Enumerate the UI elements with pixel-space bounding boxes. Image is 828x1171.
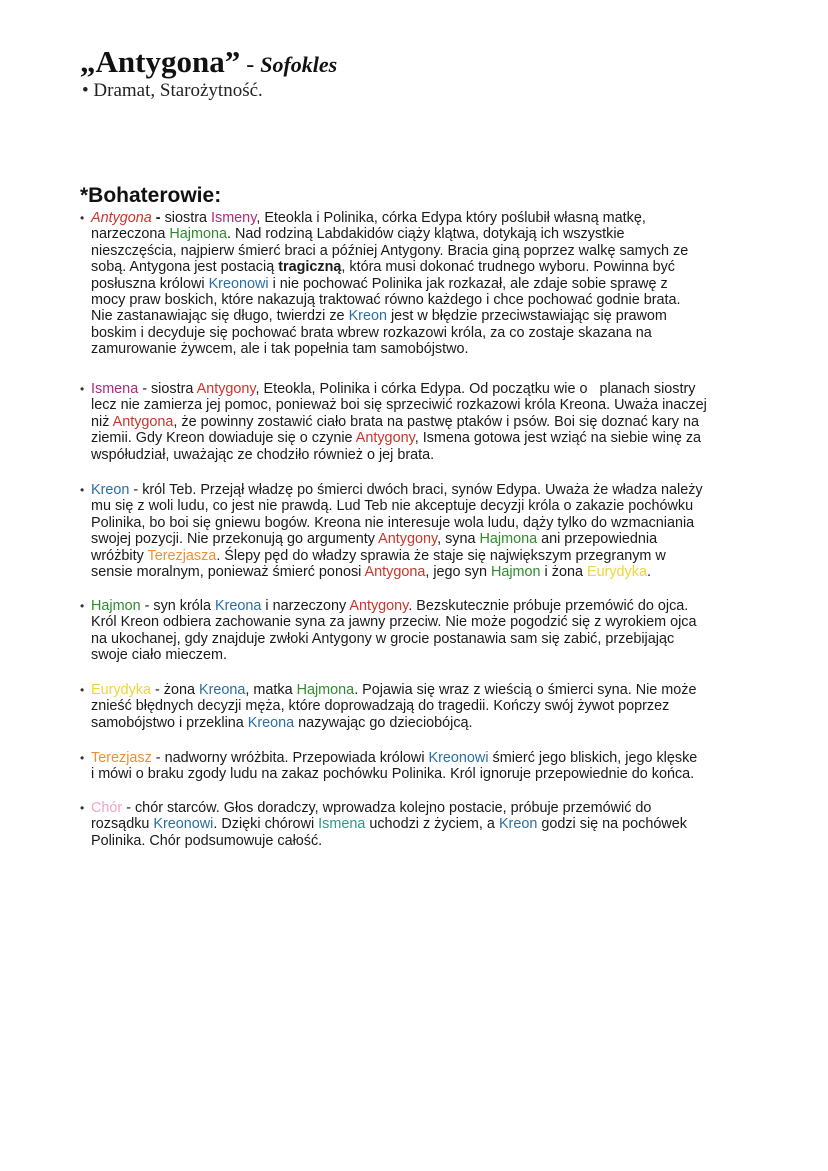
- text-segment: , Eteokla, Polinika i córka Edypa. Od początku wie o planach siostry: [255, 381, 696, 397]
- text-segment: posłuszna królowi: [91, 275, 209, 292]
- text-segment: .: [646, 564, 651, 581]
- text-segment: współudział, uważając ze chodziło również o jej brata.: [91, 446, 435, 463]
- character-name: Kreona: [247, 714, 295, 731]
- text-segment: uchodzi z życiem, a: [365, 816, 499, 833]
- character-name: Antygony: [355, 430, 415, 447]
- bullet-icon: •: [80, 801, 85, 815]
- title-dash: -: [246, 52, 255, 78]
- text-segment: . Pojawia się wraz z wieścią o śmierci syna. Nie może: [354, 682, 697, 698]
- text-segment: . Nad rodziną Labdakidów ciąży klątwa, dotykają ich wszystkie: [227, 226, 625, 243]
- character-item: [80, 800, 687, 849]
- character-name: Eurydyka: [586, 564, 647, 581]
- character-name: Ismena: [91, 381, 139, 397]
- text-line: [91, 308, 688, 324]
- text-line: [91, 276, 688, 292]
- text-line: [91, 515, 703, 531]
- text-line: [91, 682, 696, 698]
- text-line: [91, 381, 707, 397]
- text-line: [91, 766, 697, 782]
- text-line: [91, 210, 688, 226]
- character-name: Kreon: [348, 308, 387, 325]
- character-name: Kreonowi: [153, 816, 214, 833]
- character-name: Antygony: [349, 598, 409, 614]
- text-line: [91, 243, 688, 259]
- character-item: [80, 381, 707, 463]
- character-name: Kreon: [91, 482, 130, 498]
- text-segment: - żona: [151, 682, 199, 698]
- author: Sofokles: [260, 52, 338, 77]
- character-name: Ismeny: [211, 210, 257, 226]
- text-segment: rozsądku: [91, 816, 154, 833]
- text-segment: i żona: [540, 564, 587, 581]
- title-text: „Antygona”: [80, 44, 241, 79]
- text-segment: - chór starców. Głos doradczy, wprowadza kolejno postacie, próbuje przemówić do: [122, 800, 652, 816]
- text-line: [91, 292, 688, 308]
- text-segment: i mówi o braku zgody ludu na zakaz pochówku Polinika. Król ignoruje przepowiednie do końca.: [91, 766, 695, 783]
- character-name: Kreona: [199, 682, 246, 698]
- character-name: Hajmon: [490, 564, 541, 581]
- character-name: Antygona: [91, 210, 152, 226]
- bullet-icon: •: [80, 751, 85, 765]
- text-segment: , jego syn: [425, 564, 491, 581]
- text-segment: boskim i decyduje się pochować brata wbrew rozkazowi króla, za co zostaje skazana na: [91, 324, 652, 341]
- character-item: [80, 210, 688, 358]
- character-item: [80, 482, 703, 580]
- text-segment: sobą. Antygona jest postacią: [91, 259, 279, 276]
- text-line: [91, 226, 688, 242]
- text-segment: i nie pochować Polinika jak rozkazał, ale zdaje sobie sprawę z: [268, 275, 668, 292]
- text-segment: , matka: [245, 682, 297, 698]
- text-segment: , że powinny zostawić ciało brata na pastwę ptaków i psów. Boi się doznać kary na: [173, 413, 699, 430]
- text-segment: mocy praw boskich, które nakazują traktować równo każdego i chce pochować godnie brata.: [91, 292, 681, 309]
- text-line: [91, 631, 697, 647]
- text-line: [91, 598, 697, 614]
- text-segment: Polinika, bo boi się gniewu bogów. Kreona nie interesuje wola ludu, dąży tylko do wzmacniania: [91, 514, 695, 531]
- text-line: [91, 498, 703, 514]
- text-segment: -: [151, 210, 165, 226]
- character-name: Ismena: [318, 816, 366, 833]
- character-name: Kreona: [214, 598, 262, 614]
- text-segment: . Dzięki chórowi: [213, 816, 319, 833]
- text-line: [91, 259, 688, 275]
- text-line: [91, 698, 696, 714]
- character-item: [80, 682, 696, 731]
- character-name: Hajmona: [169, 226, 227, 243]
- character-name: Eurydyka: [91, 682, 151, 698]
- text-segment: - syn króla: [140, 598, 215, 614]
- text-segment: znieść błędnych decyzji męża, które doprowadzają do tragedii. Kończy swój żywot poprzez: [91, 698, 670, 715]
- text-line: [91, 531, 703, 547]
- character-name: Kreonowi: [208, 275, 269, 292]
- text-segment: jest w błędzie przeciwstawiając się prawom: [386, 308, 667, 325]
- text-segment: Polinika. Chór podsumowuje całość.: [91, 832, 323, 849]
- text-line: [91, 397, 707, 413]
- section-heading: *Bohaterowie:: [80, 184, 222, 207]
- character-name: Antygony: [196, 381, 256, 397]
- character-name: Antygona: [112, 413, 174, 430]
- text-line: [91, 614, 697, 630]
- text-segment: swojej pozycji. Nie przekonują go argumenty: [91, 531, 379, 548]
- text-segment: wróżbity: [91, 547, 148, 564]
- character-name: Hajmona: [296, 682, 355, 698]
- text-line: [91, 816, 687, 832]
- text-segment: - król Teb. Przejął władzę po śmierci dwóch braci, synów Edypa. Uważa że władza należy: [129, 482, 703, 498]
- character-name: Chór: [91, 800, 123, 816]
- text-line: [91, 548, 703, 564]
- text-segment: . Bezskutecznie próbuje przemówić do ojca.: [408, 598, 689, 614]
- bullet-icon: •: [80, 382, 85, 396]
- character-name: Antygony: [378, 531, 438, 548]
- text-segment: swoje ciało mieczem.: [91, 647, 227, 664]
- text-segment: ani przepowiednia: [537, 531, 658, 548]
- text-segment: Nie zastanawiając się długo, twierdzi ze: [91, 308, 349, 325]
- bullet-icon: •: [80, 211, 85, 225]
- text-segment: zamurowanie żywcem, ale i tak popełnia tam samobójstwo.: [91, 341, 469, 358]
- character-name: Antygona: [364, 564, 426, 581]
- bullet-icon: •: [80, 683, 85, 697]
- text-segment: narzeczona: [91, 226, 170, 243]
- text-line: [91, 564, 703, 580]
- text-segment: Król Kreon odbiera zachowanie syna za jawny przeciw. Nie może pogodzić się z wyrokiem ojca: [91, 614, 697, 631]
- text-line: [91, 482, 703, 498]
- text-segment: . Ślepy pęd do władzy sprawia że staje się największym przegranym w: [216, 547, 666, 564]
- text-line: [91, 647, 697, 663]
- character-item: [80, 750, 697, 783]
- text-segment: , Ismena gotowa jest wziąć na siebie winę za: [414, 430, 702, 447]
- text-line: [91, 447, 707, 463]
- text-segment: , syna: [437, 531, 480, 548]
- text-segment: - siostra: [138, 381, 197, 397]
- text-line: [91, 414, 707, 430]
- text-segment: sensie moralnym, ponieważ śmierć ponosi: [91, 564, 365, 581]
- character-item: [80, 598, 697, 664]
- text-line: [91, 341, 688, 357]
- text-segment: lecz nie zamierza jej pomoc, ponieważ boi się sprzeciwić rozkazowi króla Kreona. Uważa inaczej: [91, 397, 707, 414]
- text-segment: samobójstwo i przeklina: [91, 714, 248, 731]
- text-segment: na ukochanej, gdy znajduje zwłoki Antygony w grocie postanawia sam się zabić, przebijając: [91, 630, 675, 647]
- text-line: [91, 800, 687, 816]
- text-segment: ziemii. Gdy Kreon dowiaduje się o czynie: [91, 430, 356, 447]
- text-segment: i narzeczony: [261, 598, 350, 614]
- text-segment: niż: [91, 413, 113, 430]
- text-line: [91, 715, 696, 731]
- text-segment: tragiczną: [278, 259, 342, 276]
- text-line: [91, 430, 707, 446]
- text-segment: siostra: [164, 210, 211, 226]
- document-title: [80, 44, 337, 80]
- character-name: Hajmon: [91, 598, 141, 614]
- bullet-icon: •: [80, 599, 85, 613]
- text-segment: - nadworny wróżbita. Przepowiada królowi: [151, 750, 429, 766]
- character-name: Hajmona: [479, 531, 538, 548]
- text-line: [91, 325, 688, 341]
- character-name: Kreonowi: [428, 750, 489, 766]
- character-name: Terezjasz: [91, 750, 152, 766]
- text-segment: , która musi dokonać trudnego wyboru. Powinna być: [341, 259, 675, 276]
- text-segment: , Eteokla i Polinika, córka Edypa który poślubił własną matkę,: [256, 210, 646, 226]
- text-line: [91, 833, 687, 849]
- text-segment: nieszczęścia, najpierw śmierć braci a później Antygony. Bracia giną poprzez walkę samych ze: [91, 242, 689, 259]
- text-segment: mu się z woli ludu, co jest nie prawdą. Lud Teb nie akceptuje decyzji króla o zakazie pochówku: [91, 498, 694, 515]
- text-segment: śmierć jego bliskich, jego klęske: [488, 750, 698, 766]
- character-name: Kreon: [498, 816, 538, 833]
- text-segment: nazywając go dzieciobójcą.: [294, 714, 473, 731]
- genre-subtitle: • Dramat, Starożytność.: [82, 80, 263, 101]
- text-line: [91, 750, 697, 766]
- text-segment: godzi się na pochówek: [537, 816, 687, 833]
- character-name: Terezjasza: [147, 547, 217, 564]
- bullet-icon: •: [80, 483, 85, 497]
